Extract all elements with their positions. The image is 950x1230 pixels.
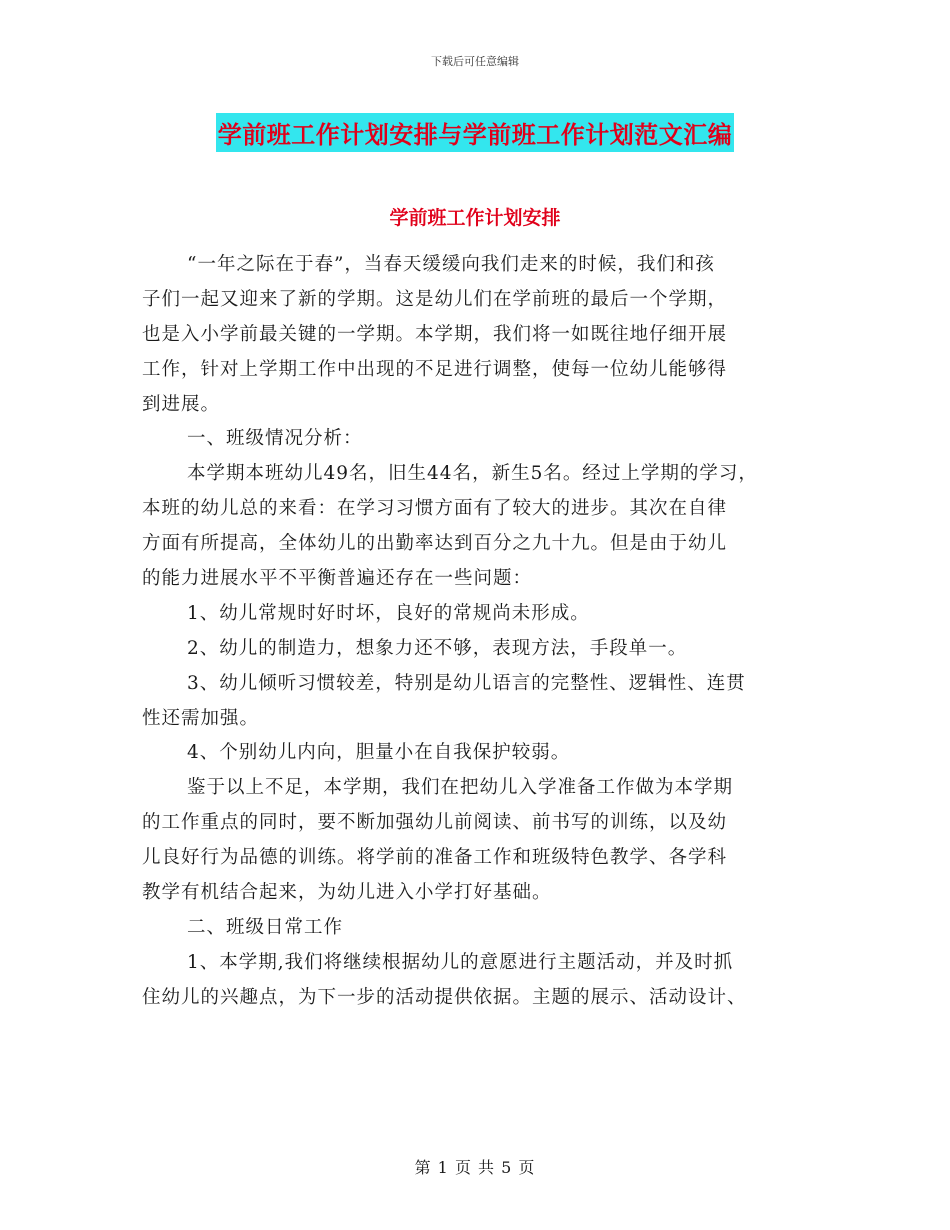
header-note: 下载后可任意编辑 <box>431 55 519 68</box>
text-line: “一年之际在于春”，当春天缓缓向我们走来的时候，我们和孩 <box>187 254 715 275</box>
text-line: 也是入小学前最关键的一学期。本学期，我们将一如既往地仔细开展 <box>142 323 728 345</box>
main-title: 学前班工作计划安排与学前班工作计划范文汇编 <box>216 113 735 152</box>
main-title-wrap <box>0 113 950 152</box>
text-line: 子们一起又迎来了新的学期。这是幼儿们在学前班的最后一个学期， <box>142 288 728 310</box>
text-line: 本学期本班幼儿49名，旧生44名，新生5名。经过上学期的学习， <box>187 463 758 485</box>
text-line: 儿良好行为品德的训练。将学前的准备工作和班级特色教学、各学科 <box>142 847 728 869</box>
page-footer: 第 1 页 共 5 页 <box>414 1158 536 1177</box>
text-line: 1、本学期,我们将继续根据幼儿的意愿进行主题活动，并及时抓 <box>187 951 734 973</box>
text-line: 的工作重点的同时，要不断加强幼儿前阅读、前书写的训练，以及幼 <box>142 812 728 834</box>
text-line: 方面有所提高，全体幼儿的出勤率达到百分之九十九。但是由于幼儿 <box>142 533 728 555</box>
text-line: 一、班级情况分析： <box>187 428 363 450</box>
text-line: 工作，针对上学期工作中出现的不足进行调整，使每一位幼儿能够得 <box>142 358 728 380</box>
text-line: 住幼儿的兴趣点，为下一步的活动提供依据。主题的展示、活动设计、 <box>142 986 747 1008</box>
text-line: 4、个别幼儿内向，胆量小在自我保护较弱。 <box>187 742 571 764</box>
document-body <box>142 248 822 1016</box>
text-line: 3、幼儿倾听习惯较差，特别是幼儿语言的完整性、逻辑性、连贯 <box>187 672 746 694</box>
text-line: 二、班级日常工作 <box>187 916 344 938</box>
text-line: 本班的幼儿总的来看：在学习习惯方面有了较大的进步。其次在自律 <box>142 498 728 520</box>
text-line: 1、幼儿常规时好时坏，良好的常规尚未形成。 <box>187 602 590 624</box>
text-line: 鉴于以上不足，本学期，我们在把幼儿入学准备工作做为本学期 <box>187 777 734 799</box>
text-line: 性还需加强。 <box>142 707 260 729</box>
text-line: 教学有机结合起来，为幼儿进入小学打好基础。 <box>142 882 552 904</box>
section-title: 学前班工作计划安排 <box>389 207 561 229</box>
text-line: 到进展。 <box>142 393 221 415</box>
text-line: 2、幼儿的制造力，想象力还不够，表现方法，手段单一。 <box>187 637 688 659</box>
text-line: 的能力进展水平不平衡普遍还存在一些问题： <box>142 568 533 590</box>
